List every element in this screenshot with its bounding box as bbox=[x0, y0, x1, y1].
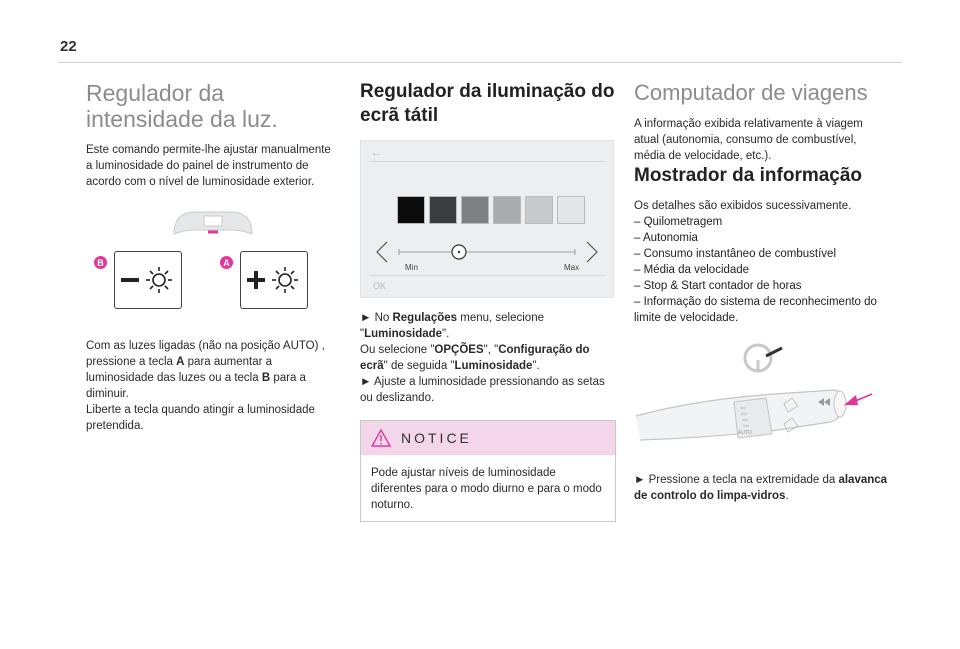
wiper-step bbox=[634, 472, 890, 504]
text: ". bbox=[532, 360, 540, 372]
list-item: – Informação do sistema de reconhecimento do limite de velocidade. bbox=[634, 296, 877, 324]
text: Ou selecione " bbox=[360, 344, 435, 356]
notice-box bbox=[360, 420, 616, 522]
text: No bbox=[371, 312, 393, 324]
divider bbox=[369, 161, 605, 162]
list-item: – Autonomia bbox=[634, 232, 698, 244]
text: para aumentar a luminosidade das luzes ou a tecla bbox=[86, 356, 273, 384]
slider-min-label: Min bbox=[405, 263, 418, 272]
text-bold: alavanca de controlo do limpa-vidros bbox=[634, 474, 888, 502]
chevron-left-icon bbox=[377, 242, 387, 262]
info-display-title: Mostrador da informação bbox=[634, 165, 863, 186]
brightness-swatch[interactable] bbox=[461, 196, 489, 224]
text-bold: OPÇÕES bbox=[434, 344, 484, 356]
brightness-swatch[interactable] bbox=[525, 196, 553, 224]
step-adjust bbox=[360, 374, 616, 406]
slider-max-label: Max bbox=[564, 263, 580, 272]
step-arrow: ► bbox=[634, 474, 646, 486]
back-arrow-icon[interactable]: ← bbox=[371, 147, 382, 159]
text: " de seguida " bbox=[383, 360, 455, 372]
text: . bbox=[785, 490, 789, 502]
chevron-right-icon bbox=[587, 242, 597, 262]
text: Com as luzes ligadas (não na posição AUTO) , pressione a tecla bbox=[86, 340, 325, 368]
page-number: 22 bbox=[60, 38, 77, 55]
badge-a: A bbox=[220, 256, 233, 269]
dimmer-title: Regulador da intensidade da luz. bbox=[86, 80, 278, 132]
text: ", " bbox=[483, 344, 499, 356]
list-item: – Quilometragem bbox=[634, 216, 723, 228]
dashboard-cluster-icon bbox=[170, 206, 256, 242]
stalk-auto-label: AUTO bbox=[738, 430, 752, 436]
key-a-ref: A bbox=[176, 356, 185, 368]
header-divider bbox=[58, 62, 902, 63]
steering-wheel-icon bbox=[745, 345, 782, 371]
touchscreen-title: Regulador da iluminação do ecrã tátil bbox=[360, 81, 615, 126]
dimmer-intro: Este comando permite-lhe ajustar manualmente a luminosidade do painel de instrumento de acordo com o nível de luminosidade exterior. bbox=[86, 144, 331, 188]
divider bbox=[369, 275, 605, 276]
trip-computer-intro: A informação exibida relativamente à viagem atual (autonomia, consumo de combustível, média de velocidade, etc.). bbox=[634, 118, 863, 162]
brightness-swatch[interactable] bbox=[493, 196, 521, 224]
trip-computer-title: Computador de viagens bbox=[634, 80, 868, 105]
notice-body bbox=[361, 455, 615, 521]
minus-brightness-icon bbox=[119, 265, 177, 295]
list-item: – Stop & Start contador de horas bbox=[634, 280, 802, 292]
text: Pressione a tecla na extremidade da bbox=[645, 474, 839, 486]
brightness-swatch[interactable] bbox=[429, 196, 457, 224]
info-list bbox=[634, 214, 890, 326]
step-arrow: ► bbox=[360, 312, 372, 324]
text: Ajuste a luminosidade pressionando as setas ou deslizando. bbox=[360, 376, 605, 404]
dimmer-instructions bbox=[86, 338, 340, 402]
dimmer-illustration bbox=[86, 206, 340, 324]
ok-button[interactable]: OK bbox=[373, 281, 387, 291]
column-light-dimmer bbox=[86, 80, 340, 434]
notice-title: NOTICE bbox=[401, 430, 472, 446]
text: para a diminuir. bbox=[86, 372, 306, 400]
step-options bbox=[360, 342, 616, 374]
brightness-screen-illustration bbox=[360, 140, 614, 298]
plus-brightness-icon bbox=[245, 265, 303, 295]
brightness-swatch[interactable] bbox=[397, 196, 425, 224]
dim-down-key[interactable] bbox=[114, 251, 182, 309]
text-bold: Luminosidade bbox=[454, 360, 533, 372]
step-arrow: ► bbox=[360, 376, 372, 388]
notice-header bbox=[361, 421, 615, 455]
text-bold: Regulações bbox=[392, 312, 458, 324]
key-b-ref: B bbox=[261, 372, 271, 384]
brightness-swatch[interactable] bbox=[557, 196, 585, 224]
text: ". bbox=[442, 328, 450, 340]
text-bold: Configuração do ecrã bbox=[360, 344, 590, 372]
press-arrow-icon bbox=[844, 394, 872, 405]
warning-icon bbox=[371, 429, 391, 447]
column-touchscreen-brightness bbox=[360, 80, 616, 522]
column-trip-computer bbox=[634, 80, 890, 504]
text-bold: Luminosidade bbox=[364, 328, 443, 340]
text: menu, selecione " bbox=[360, 312, 544, 340]
badge-b: B bbox=[94, 256, 107, 269]
list-item: – Média da velocidade bbox=[634, 264, 750, 276]
dimmer-release-text: Liberte a tecla quando atingir a luminosidade pretendida. bbox=[86, 404, 315, 432]
list-item: – Consumo instantâneo de combustível bbox=[634, 248, 837, 260]
notice-text: Pode ajustar níveis de luminosidade diferentes para o modo diurno e para o modo noturno. bbox=[371, 467, 602, 511]
step-settings-menu bbox=[360, 310, 616, 342]
wiper-stalk-icon bbox=[636, 390, 846, 440]
wiper-stalk-illustration bbox=[634, 334, 890, 464]
info-display-intro: Os detalhes são exibidos sucessivamente. bbox=[634, 200, 852, 212]
dim-up-key[interactable] bbox=[240, 251, 308, 309]
